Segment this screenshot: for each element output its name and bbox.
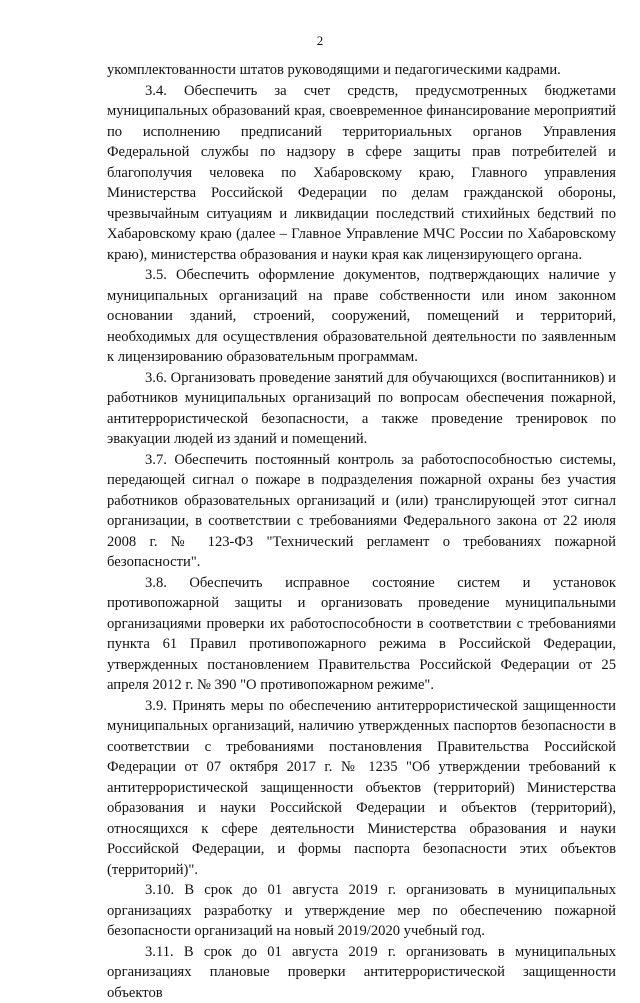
paragraph-3-10: 3.10. В срок до 01 августа 2019 г. организовать в муниципальных организациях разработку и утверждение мер по обеспечению пожарной безопасности организаций на новый 2019/2020 учебный год. — [107, 880, 616, 942]
paragraph-3-6: 3.6. Организовать проведение занятий для обучающихся (воспитанников) и работников муниципальных организаций по вопросам обеспечения пожарной, антитеррористической безопасности, а также проведение тренировок по эвакуации людей из зданий и помещений. — [107, 368, 616, 450]
document-body — [107, 60, 616, 1003]
page-number: 2 — [0, 33, 640, 49]
paragraph-3-4: 3.4. Обеспечить за счет средств, предусмотренных бюджетами муниципальных образований края, своевременное финансирование мероприятий по исполнению предписаний территориальных органов Управления Федеральной службы по надзору в сфере защиты прав потребителей и благополучия человека по Хабаровскому краю, Главного управления Министерства Российской Федерации по делам гражданской обороны, чрезвычайным ситуациям и ликвидации последствий стихийных бедствий по Хабаровскому краю (далее – Главное Управление МЧС России по Хабаровскому краю), министерства образования и науки края как лицензирующего органа. — [107, 81, 616, 266]
paragraph-3-5: 3.5. Обеспечить оформление документов, подтверждающих наличие у муниципальных организаций на праве собственности или ином законном основании зданий, строений, сооружений, помещений и территорий, необходимых для осуществления образовательной деятельности по заявленным к лицензированию образовательным программам. — [107, 265, 616, 368]
paragraph-3-8: 3.8. Обеспечить исправное состояние систем и установок противопожарной защиты и организовать проведение муниципальными организациями проверки их работоспособности в соответствии с требованиями пункта 61 Правил противопожарного режима в Российской Федерации, утвержденных постановлением Правительства Российской Федерации от 25 апреля 2012 г. № 390 "О противопожарном режиме". — [107, 573, 616, 696]
paragraph-3-9: 3.9. Принять меры по обеспечению антитеррористической защищенности муниципальных организаций, наличию утвержденных паспортов безопасности в соответствии с требованиями постановления Правительства Российской Федерации от 07 октября 2017 г. № 1235 "Об утверждении требований к антитеррористической защищенности объектов (территорий) Министерства образования и науки Российской Федерации и объектов (территорий), относящихся к сфере деятельности Министерства образования и науки Российской Федерации, и формы паспорта безопасности этих объектов (территорий)". — [107, 696, 616, 881]
paragraph-continuation: укомплектованности штатов руководящими и педагогическими кадрами. — [107, 60, 616, 81]
paragraph-3-11: 3.11. В срок до 01 августа 2019 г. организовать в муниципальных организациях плановые проверки антитеррористической защищенности объектов — [107, 942, 616, 1003]
paragraph-3-7: 3.7. Обеспечить постоянный контроль за работоспособностью системы, передающей сигнал о пожаре в подразделения пожарной охраны без участия работников образовательных организаций и (или) транслирующей этот сигнал организации, в соответствии с требованиями Федерального закона от 22 июля 2008 г. № 123-ФЗ "Технический регламент о требованиях пожарной безопасности". — [107, 450, 616, 573]
